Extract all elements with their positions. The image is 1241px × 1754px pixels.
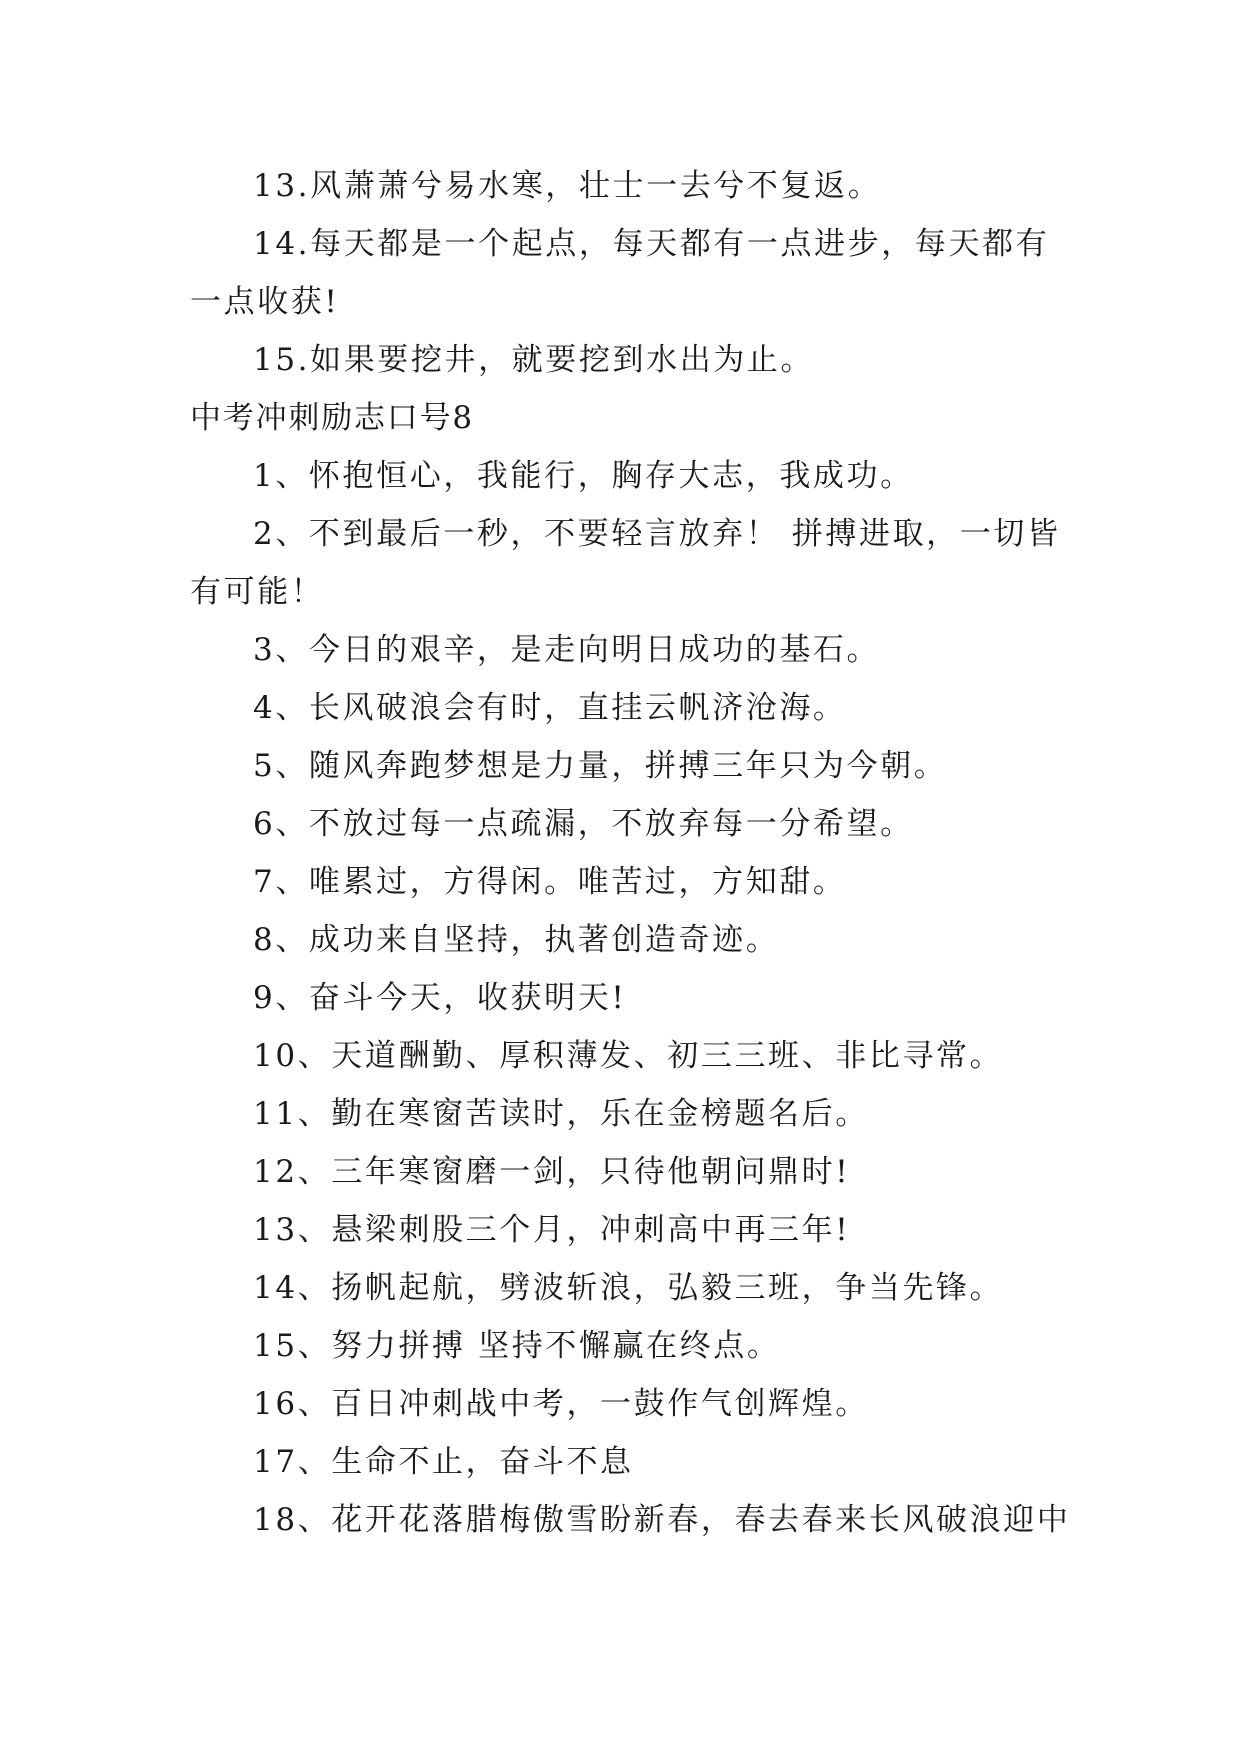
list-item: 13、悬梁刺股三个月，冲刺高中再三年! xyxy=(253,1212,851,1248)
list-item: 8、成功来自坚持，执著创造奇迹。 xyxy=(253,922,780,958)
list-item: 15.如果要挖井，就要挖到水出为止。 xyxy=(253,342,815,378)
list-item: 7、唯累过，方得闲。唯苦过，方知甜。 xyxy=(253,864,847,900)
list-item: 2、不到最后一秒，不要轻言放弃！ 拼搏进取，一切皆 xyxy=(253,516,1061,552)
list-item: 17、生命不止，奋斗不息 xyxy=(253,1444,634,1480)
list-item: 4、长风破浪会有时，直挂云帆济沧海。 xyxy=(253,690,847,726)
list-item: 11、勤在寒窗苦读时，乐在金榜题名后。 xyxy=(253,1096,869,1132)
list-item: 10、天道酬勤、厚积薄发、初三三班、非比寻常。 xyxy=(253,1038,1004,1074)
list-item: 15、努力拼搏 坚持不懈赢在终点。 xyxy=(253,1328,781,1364)
section-heading: 中考冲刺励志口号8 xyxy=(190,400,474,436)
list-item: 14.每天都是一个起点，每天都有一点进步，每天都有 xyxy=(253,226,1050,262)
list-item: 13.风萧萧兮易水寒，壮士一去兮不复返。 xyxy=(253,168,882,204)
list-item: 18、花开花落腊梅傲雪盼新春，春去春来长风破浪迎中 xyxy=(253,1502,1071,1538)
list-item: 5、随风奔跑梦想是力量，拼搏三年只为今朝。 xyxy=(253,748,948,784)
list-item: 9、奋斗今天，收获明天! xyxy=(253,980,627,1016)
list-item: 14、扬帆起航，劈波斩浪，弘毅三班，争当先锋。 xyxy=(253,1270,1004,1306)
list-item: 1、怀抱恒心，我能行，胸存大志，我成功。 xyxy=(253,458,914,494)
list-item: 3、今日的艰辛，是走向明日成功的基石。 xyxy=(253,632,881,668)
list-item-continuation: 一点收获! xyxy=(190,284,340,320)
list-item-continuation: 有可能！ xyxy=(190,574,325,610)
list-item: 16、百日冲刺战中考，一鼓作气创辉煌。 xyxy=(253,1386,869,1422)
list-item: 12、三年寒窗磨一剑，只待他朝问鼎时! xyxy=(253,1154,851,1190)
list-item: 6、不放过每一点疏漏，不放弃每一分希望。 xyxy=(253,806,914,842)
